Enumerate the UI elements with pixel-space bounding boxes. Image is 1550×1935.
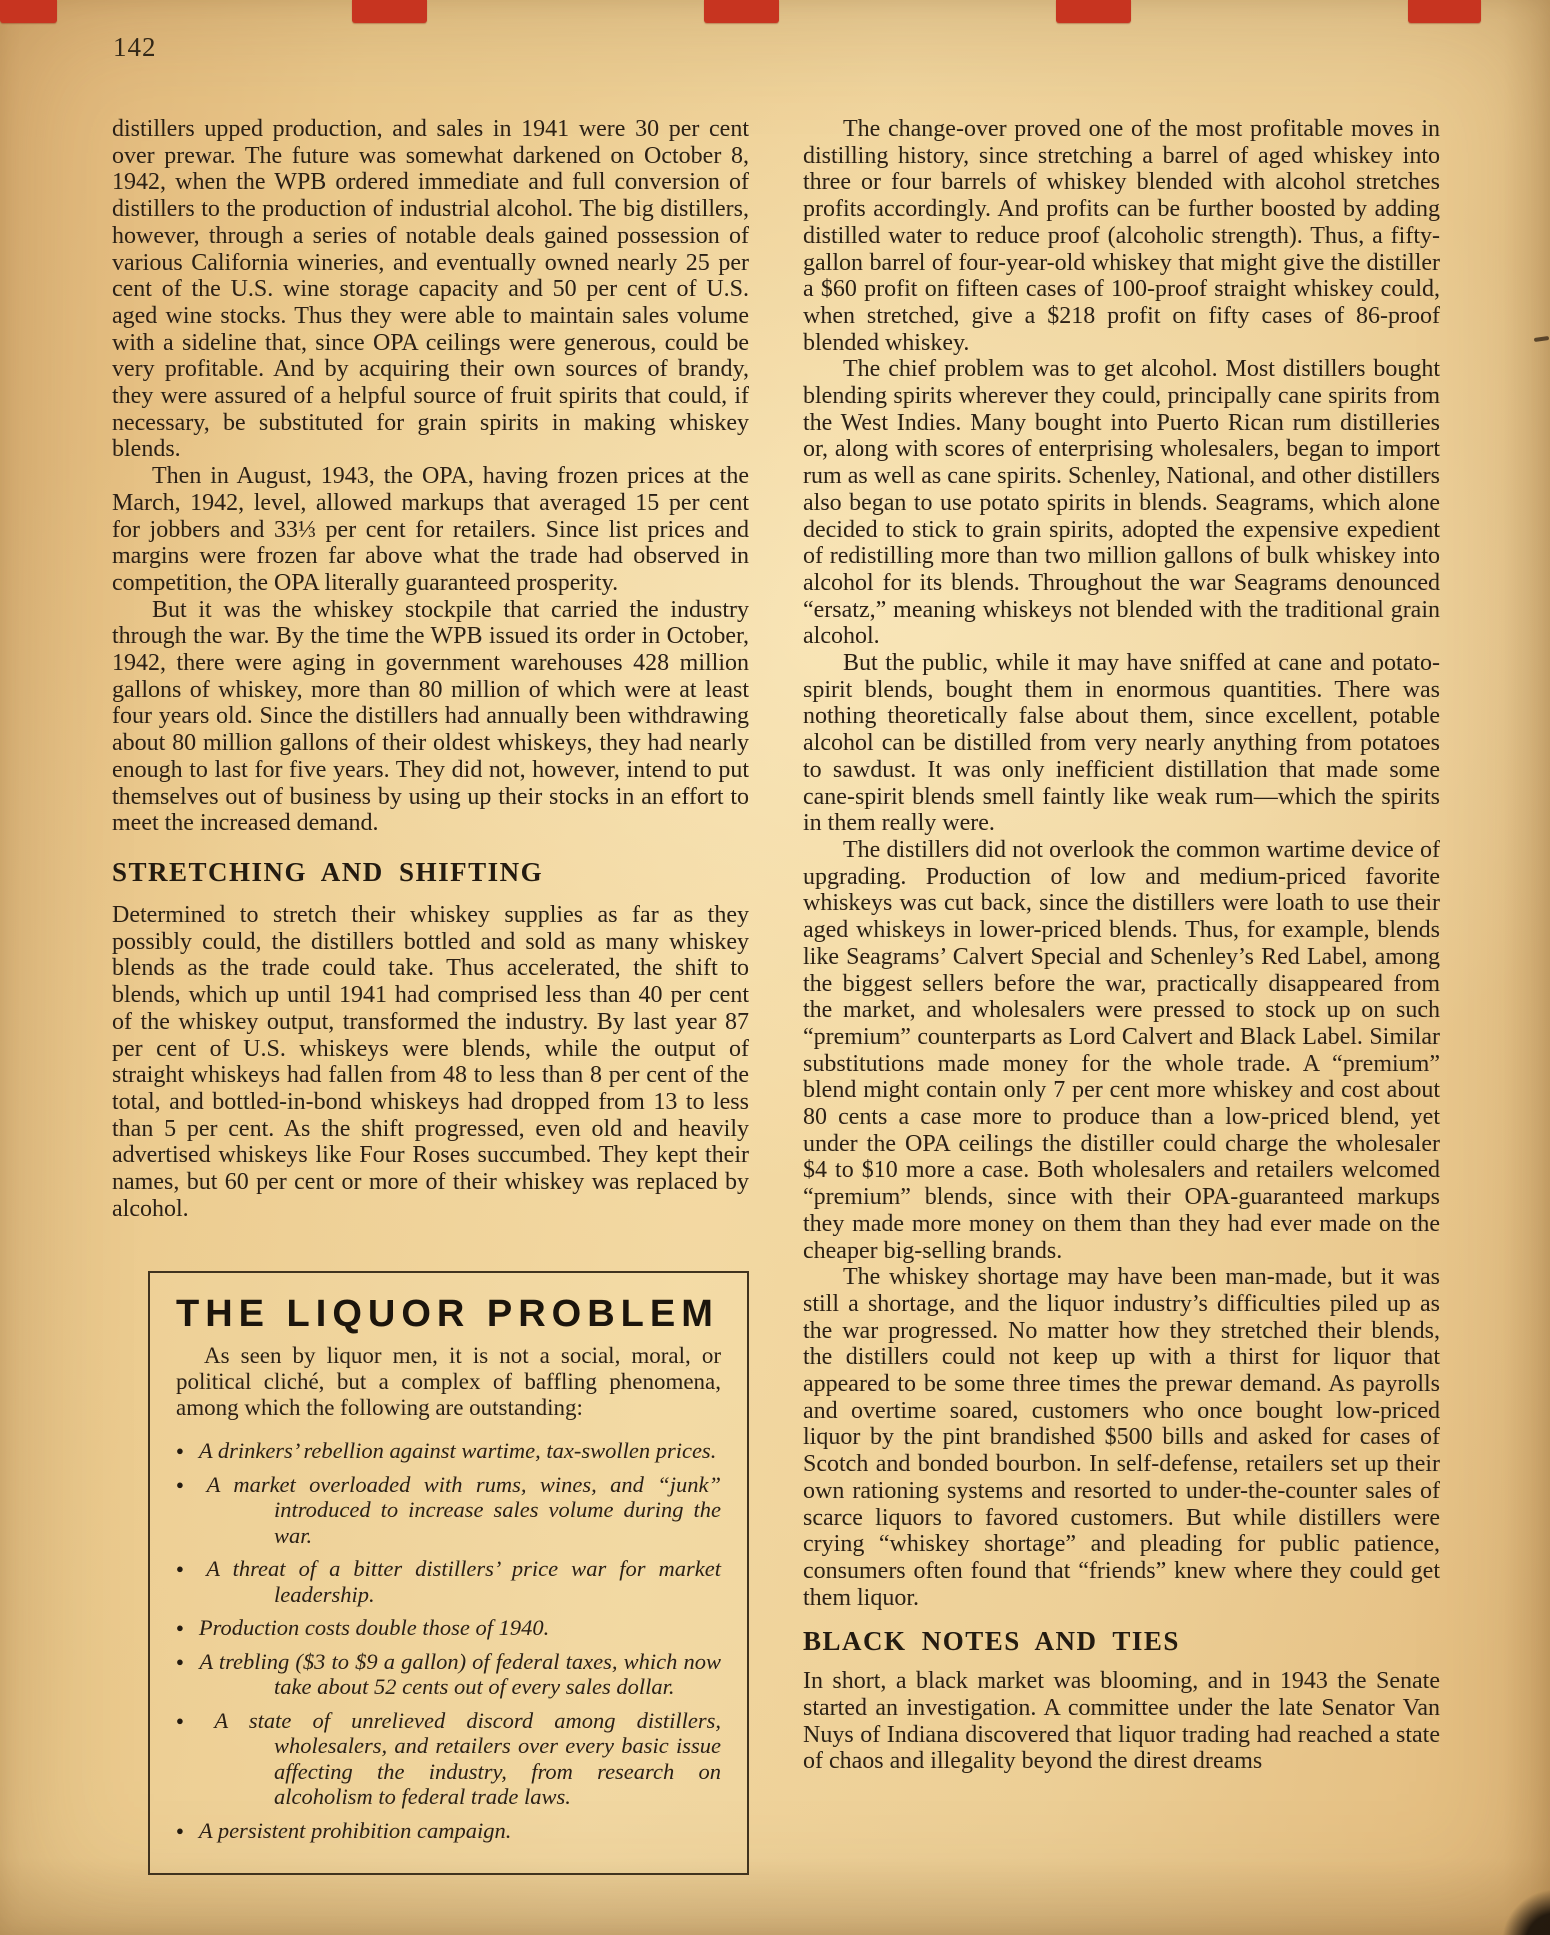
red-edge-mark	[1056, 0, 1131, 23]
bullet-text: A drinkers’ rebellion against wartime, tax-swollen prices.	[198, 1438, 717, 1464]
list-item	[176, 1818, 721, 1844]
paragraph: The distillers did not overlook the common wartime device of upgrading. Production of low and medium-priced favorite whiskeys was cut back, since the distillers were loath to use their aged whiskeys in lower-priced blends. Thus, for example, blends like Seagrams’ Calvert Special and Schenley’s Red Label, among the biggest sellers before the war, practically disappeared from the market, and wholesalers were pressed to stock up on such “premium” counterparts as Lord Calvert and Black Label. Similar substitutions made money for the whole trade. A “premium” blend might contain only 7 per cent more whiskey and cost about 80 cents a case more to produce than a low-priced blend, yet under the OPA ceilings the distiller could charge the wholesaler $4 to $10 more a case. Both wholesalers and retailers welcomed “premium” blends, since with their OPA-guaranteed markups they made more money on them than they had ever made on the cheaper big-selling brands.	[803, 836, 1440, 1264]
bullet-icon: ●	[176, 1712, 200, 1728]
red-edge-mark	[0, 0, 57, 23]
paragraph: distillers upped production, and sales in 1941 were 30 per cent over prewar. The future was somewhat darkened on October 8, 1942, when the WPB ordered immediate and full conversion of distillers to the production of industrial alcohol. The big distillers, however, through a series of notable deals gained possession of various California wineries, and eventually owned nearly 25 per cent of the U.S. wine storage capacity and 50 per cent of U.S. aged wine stocks. Thus they were able to maintain sales volume with a sideline that, since OPA ceilings were generous, could be very profitable. And by acquiring their own sources of brandy, they were assured of a helpful source of fruit spirits that could, if necessary, be substituted for grain spirits in making whiskey blends.	[112, 116, 749, 463]
list-item	[176, 1472, 721, 1549]
paragraph: The whiskey shortage may have been man-made, but it was still a shortage, and the liquor industry’s difficulties piled up as the war progressed. No matter how they stretched their blends, the distillers could not keep up with a thirst for liquor that appeared to be some three times the prewar demand. As payrolls and overtime soared, customers who once bought low-priced liquor by the pint brandished $500 bills and asked for cases of Scotch and bonded bourbon. In self-defense, retailers set up their own rationing systems and resorted to under-the-counter sales of scarce liquors to favored customers. But while distillers were crying “whiskey shortage” and pleading for public patience, consumers often found that “friends” knew where they could get them liquor.	[803, 1264, 1440, 1611]
list-item	[176, 1649, 721, 1700]
bullet-icon: ●	[176, 1653, 185, 1669]
left-column	[112, 100, 749, 1875]
paragraph: Determined to stretch their whiskey supplies as far as they possibly could, the distillers bottled and sold as many whiskey blends as the trade could take. Thus accelerated, the shift to blends, which up until 1941 had comprised less than 40 per cent of the whiskey output, transformed the industry. By last year 87 per cent of U.S. whiskeys were blends, while the output of straight whiskeys had fallen from 48 to less than 8 per cent of the total, and bottled-in-bond whiskeys had dropped from 13 to less than 5 per cent. As the shift progressed, even old and heavily advertised whiskeys like Four Roses succumbed. They kept their names, but 60 per cent or more of their whiskey was replaced by alcohol.	[112, 901, 749, 1222]
red-edge-mark	[704, 0, 779, 23]
paragraph: The change-over proved one of the most profitable moves in distilling history, since stretching a barrel of aged whiskey into three or four barrels of whiskey blended with alcohol stretches profits accordingly. And profits can be further boosted by adding distilled water to reduce proof (alcoholic strength). Thus, a fifty-gallon barrel of four-year-old whiskey that might give the distiller a $60 profit on fifteen cases of 100-proof straight whiskey could, when stretched, give a $218 profit on fifty cases of 86-proof blended whiskey.	[803, 116, 1440, 356]
paragraph: The chief problem was to get alcohol. Most distillers bought blending spirits wherever they could, principally cane spirits from the West Indies. Many bought into Puerto Rican rum distilleries or, along with scores of enterprising wholesalers, began to import rum as well as cane spirits. Schenley, National, and other distillers also began to use potato spirits in blends. Seagrams, which alone decided to stick to grain spirits, adopted the expensive expedient of redistilling more than two million gallons of bulk whiskey into alcohol for its blends. Throughout the war Seagrams denounced “ersatz,” meaning whiskeys not blended with the traditional grain alcohol.	[803, 356, 1440, 650]
section-heading-stretching-and-shifting: STRETCHING AND SHIFTING	[112, 856, 544, 887]
list-item	[176, 1556, 721, 1607]
liquor-box-title: THE LIQUOR PROBLEM	[176, 1293, 719, 1336]
list-item	[176, 1615, 721, 1641]
paragraph: But it was the whiskey stockpile that carried the industry through the war. By the time the WPB issued its order in October, 1942, there were aging in government warehouses 428 million gallons of whiskey, more than 80 million of which were at least four years old. Since the distillers had annually been withdrawing about 80 million gallons of their oldest whiskeys, they had nearly enough to last for five years. They did not, however, intend to put themselves out of business by using up their stocks in an effort to meet the increased demand.	[112, 596, 749, 837]
bullet-text: A threat of a bitter distillers’ price war for market leadership.	[206, 1556, 721, 1607]
list-item	[176, 1438, 721, 1464]
paper-fleck	[1534, 336, 1549, 342]
liquor-box-intro: As seen by liquor men, it is not a social, moral, or political cliché, but a complex of baffling phenomena, among which the following are outstanding:	[176, 1343, 721, 1421]
bullet-icon: ●	[176, 1620, 184, 1636]
bullet-icon: ●	[176, 1822, 184, 1838]
bullet-text: A market overloaded with rums, wines, and “junk” introduced to increase sales volume during the war.	[206, 1471, 721, 1548]
list-item	[176, 1708, 721, 1810]
red-edge-mark	[1408, 0, 1481, 23]
bullet-icon: ●	[176, 1443, 184, 1459]
page-number: 142	[113, 32, 157, 62]
section-heading-black-notes-and-ties: BLACK NOTES AND TIES	[803, 1626, 1180, 1657]
liquor-problem-box	[148, 1271, 749, 1875]
red-edge-mark	[352, 0, 427, 23]
bullet-text: A persistent prohibition campaign.	[198, 1817, 512, 1843]
page-corner-shadow	[1478, 1851, 1550, 1935]
bullet-text: Production costs double those of 1940.	[198, 1615, 550, 1641]
right-column	[803, 100, 1440, 1775]
bullet-icon: ●	[176, 1561, 192, 1577]
bullet-icon: ●	[176, 1476, 192, 1492]
paragraph: But the public, while it may have sniffed at cane and potato-spirit blends, bought them in enormous quantities. There was nothing theoretically false about them, since excellent, potable alcohol can be distilled from very nearly anything from potatoes to sawdust. It was only inefficient distillation that made some cane-spirit blends smell faintly like weak rum—which the spirits in them really were.	[803, 650, 1440, 837]
bullet-text: A trebling ($3 to $9 a gallon) of federal taxes, which now take about 52 cents out of every sales dollar.	[199, 1648, 721, 1700]
paragraph: In short, a black market was blooming, and in 1943 the Senate started an investigation. A committee under the late Senator Van Nuys of Indiana discovered that liquor trading had reached a state of chaos and illegality beyond the direst dreams	[803, 1668, 1440, 1775]
bullet-text: A state of unrelieved discord among distillers, wholesalers, and retailers over every basic issue affecting the industry, from research on alcoholism to federal trade laws.	[214, 1707, 721, 1810]
paragraph: Then in August, 1943, the OPA, having frozen prices at the March, 1942, level, allowed markups that averaged 15 per cent for jobbers and 33⅓ per cent for retailers. Since list prices and margins were frozen far above what the trade had observed in competition, the OPA literally guaranteed prosperity.	[112, 463, 749, 596]
liquor-box-bullet-list	[176, 1438, 721, 1843]
